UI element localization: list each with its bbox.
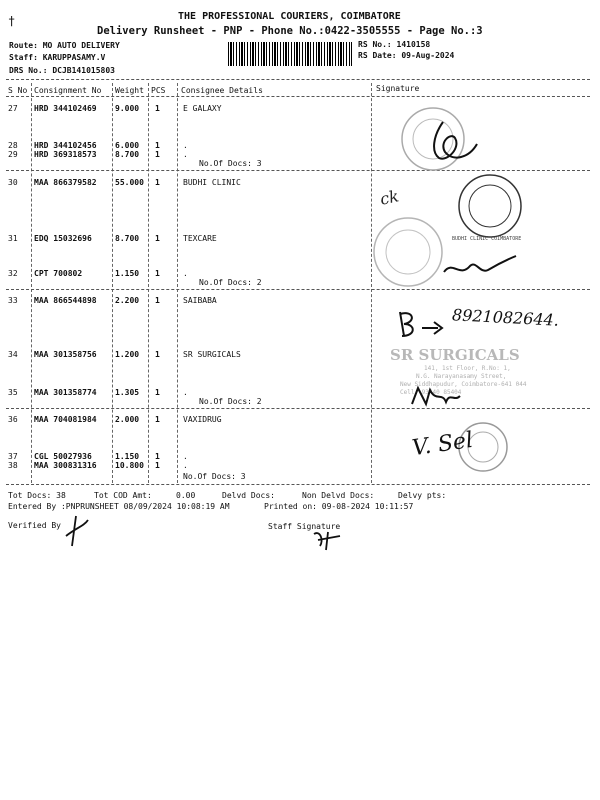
handwritten-phone: 8921082644. xyxy=(451,305,560,330)
round-stamp-texcare xyxy=(370,214,446,290)
signature-staff xyxy=(310,528,344,552)
doc-count: No.Of Docs: 3 xyxy=(183,472,246,481)
row-weight: 6.000 xyxy=(115,141,140,150)
row-consignee: . xyxy=(183,141,188,150)
rs-number: RS No.: 1410158 xyxy=(358,40,431,49)
row-consignment: CPT 700802 xyxy=(34,269,83,278)
rs-date: RS Date: 09-Aug-2024 xyxy=(358,51,455,60)
row-sno: 27 xyxy=(8,104,18,113)
row-weight: 9.000 xyxy=(115,104,140,113)
row-pcs: 1 xyxy=(155,141,160,150)
row-weight: 1.150 xyxy=(115,452,140,461)
row-weight: 2.000 xyxy=(115,415,140,424)
drs-number: DRS No.: DCJB141015803 xyxy=(9,66,115,75)
doc-count: No.Of Docs: 2 xyxy=(199,397,262,406)
row-consignment: MAA 300831316 xyxy=(34,461,97,470)
row-weight: 1.200 xyxy=(115,350,140,359)
stamp-name: SR SURGICALS xyxy=(390,346,520,364)
company-name: THE PROFESSIONAL COURIERS, COIMBATORE xyxy=(178,11,401,22)
header-rule-top xyxy=(6,79,590,80)
row-consignment: MAA 301358756 xyxy=(34,350,97,359)
stamp-address-2: N.G. Narayanasamy Street, xyxy=(416,373,507,380)
row-sno: 33 xyxy=(8,296,18,305)
stray-mark: † xyxy=(8,14,16,28)
group-rule xyxy=(6,170,590,171)
total-cod-value: 0.00 xyxy=(176,491,196,500)
delivery-points: Delvy pts: xyxy=(398,491,447,500)
staff: Staff: KARUPPASAMY.V xyxy=(9,53,106,62)
stamp-address-3: New Siddhapudur, Coimbatore-641 044 xyxy=(400,381,527,388)
row-sno: 34 xyxy=(8,350,18,359)
signature-verified xyxy=(62,514,92,550)
row-pcs: 1 xyxy=(155,150,160,159)
divider-weight xyxy=(148,83,149,483)
row-pcs: 1 xyxy=(155,296,160,305)
group-rule xyxy=(6,408,590,409)
signature-texcare xyxy=(440,252,520,282)
row-consignment: HRD 344102469 xyxy=(34,104,97,113)
row-consignment: MAA 704081984 xyxy=(34,415,97,424)
signature-sr-surgicals xyxy=(408,384,464,408)
printed-on: Printed on: 09-08-2024 10:11:57 xyxy=(264,502,414,511)
row-consignment: MAA 866379582 xyxy=(34,178,97,187)
total-cod-label: Tot COD Amt: xyxy=(94,491,152,500)
row-pcs: 1 xyxy=(155,178,160,187)
delivered-docs: Delvd Docs: xyxy=(222,491,275,500)
row-weight: 8.700 xyxy=(115,234,140,243)
group-rule xyxy=(6,289,590,290)
col-consignment: Consignment No xyxy=(34,86,102,95)
row-pcs: 1 xyxy=(155,234,160,243)
row-consignment: HRD 369318573 xyxy=(34,150,97,159)
row-sno: 28 xyxy=(8,141,18,150)
row-consignee: . xyxy=(183,388,188,397)
handwritten-note-budhi: ck xyxy=(378,186,401,209)
row-consignee: E GALAXY xyxy=(183,104,222,113)
group-rule xyxy=(6,484,590,485)
row-consignee: VAXIDRUG xyxy=(183,415,222,424)
row-consignee: BUDHI CLINIC xyxy=(183,178,241,187)
row-consignee: . xyxy=(183,452,188,461)
row-weight: 55.000 xyxy=(115,178,144,187)
divider-pcs xyxy=(177,83,178,483)
row-pcs: 1 xyxy=(155,350,160,359)
doc-count: No.Of Docs: 3 xyxy=(199,159,262,168)
row-weight: 8.700 xyxy=(115,150,140,159)
row-consignment: HRD 344102456 xyxy=(34,141,97,150)
runsheet-title: Delivery Runsheet - PNP - Phone No.:0422-3505555 - Page No.:3 xyxy=(97,25,483,37)
row-consignee: . xyxy=(183,269,188,278)
row-consignment: MAA 866544898 xyxy=(34,296,97,305)
total-docs: Tot Docs: 38 xyxy=(8,491,66,500)
row-weight: 2.200 xyxy=(115,296,140,305)
col-signature: Signature xyxy=(376,84,420,93)
row-consignment: MAA 301358774 xyxy=(34,388,97,397)
divider-cons xyxy=(112,83,113,483)
row-consignment: EDQ 15032696 xyxy=(34,234,92,243)
row-pcs: 1 xyxy=(155,269,160,278)
row-weight: 1.305 xyxy=(115,388,140,397)
row-pcs: 1 xyxy=(155,452,160,461)
row-consignee: SR SURGICALS xyxy=(183,350,241,359)
signature-egalaxy xyxy=(425,118,485,168)
entered-by: Entered By :PNPRUNSHEET 08/09/2024 10:08:19 AM xyxy=(8,502,230,511)
row-sno: 30 xyxy=(8,178,18,187)
row-sno: 38 xyxy=(8,461,18,470)
route: Route: MO AUTO DELIVERY xyxy=(9,41,120,50)
col-consignee: Consignee Details xyxy=(181,86,263,95)
col-pcs: PCS xyxy=(151,86,166,95)
row-consignee: . xyxy=(183,461,188,470)
row-sno: 31 xyxy=(8,234,18,243)
barcode xyxy=(228,42,352,66)
row-weight: 1.150 xyxy=(115,269,140,278)
divider-sno xyxy=(31,83,32,483)
row-pcs: 1 xyxy=(155,388,160,397)
handwritten-signature-vaxidrug: V. Sel xyxy=(410,427,475,462)
row-weight: 10.800 xyxy=(115,461,144,470)
stamp-cell: Cell: 93440 85404 xyxy=(400,389,462,396)
stamp-address-1: 141, 1st Floor, R.No: 1, xyxy=(424,365,511,372)
row-consignee: SAIBABA xyxy=(183,296,217,305)
doc-count: No.Of Docs: 2 xyxy=(199,278,262,287)
row-pcs: 1 xyxy=(155,415,160,424)
row-sno: 32 xyxy=(8,269,18,278)
row-sno: 36 xyxy=(8,415,18,424)
verified-by: Verified By xyxy=(8,521,61,530)
col-weight: Weight xyxy=(115,86,144,95)
row-sno: 29 xyxy=(8,150,18,159)
row-pcs: 1 xyxy=(155,104,160,113)
header-rule-bottom xyxy=(6,96,590,97)
signature-saibaba xyxy=(394,306,454,340)
row-pcs: 1 xyxy=(155,461,160,470)
row-consignee: TEXCARE xyxy=(183,234,217,243)
row-sno: 37 xyxy=(8,452,18,461)
round-stamp-text: BUDHI CLINIC COIMBATORE xyxy=(452,236,522,242)
row-consignment: CGL 50027936 xyxy=(34,452,92,461)
staff-signature-label: Staff Signature xyxy=(268,522,341,531)
round-stamp-budhi-clinic xyxy=(456,172,524,240)
row-consignee: . xyxy=(183,150,188,159)
col-sno: S No xyxy=(8,86,28,95)
row-sno: 35 xyxy=(8,388,18,397)
non-delivered-docs: Non Delvd Docs: xyxy=(302,491,375,500)
